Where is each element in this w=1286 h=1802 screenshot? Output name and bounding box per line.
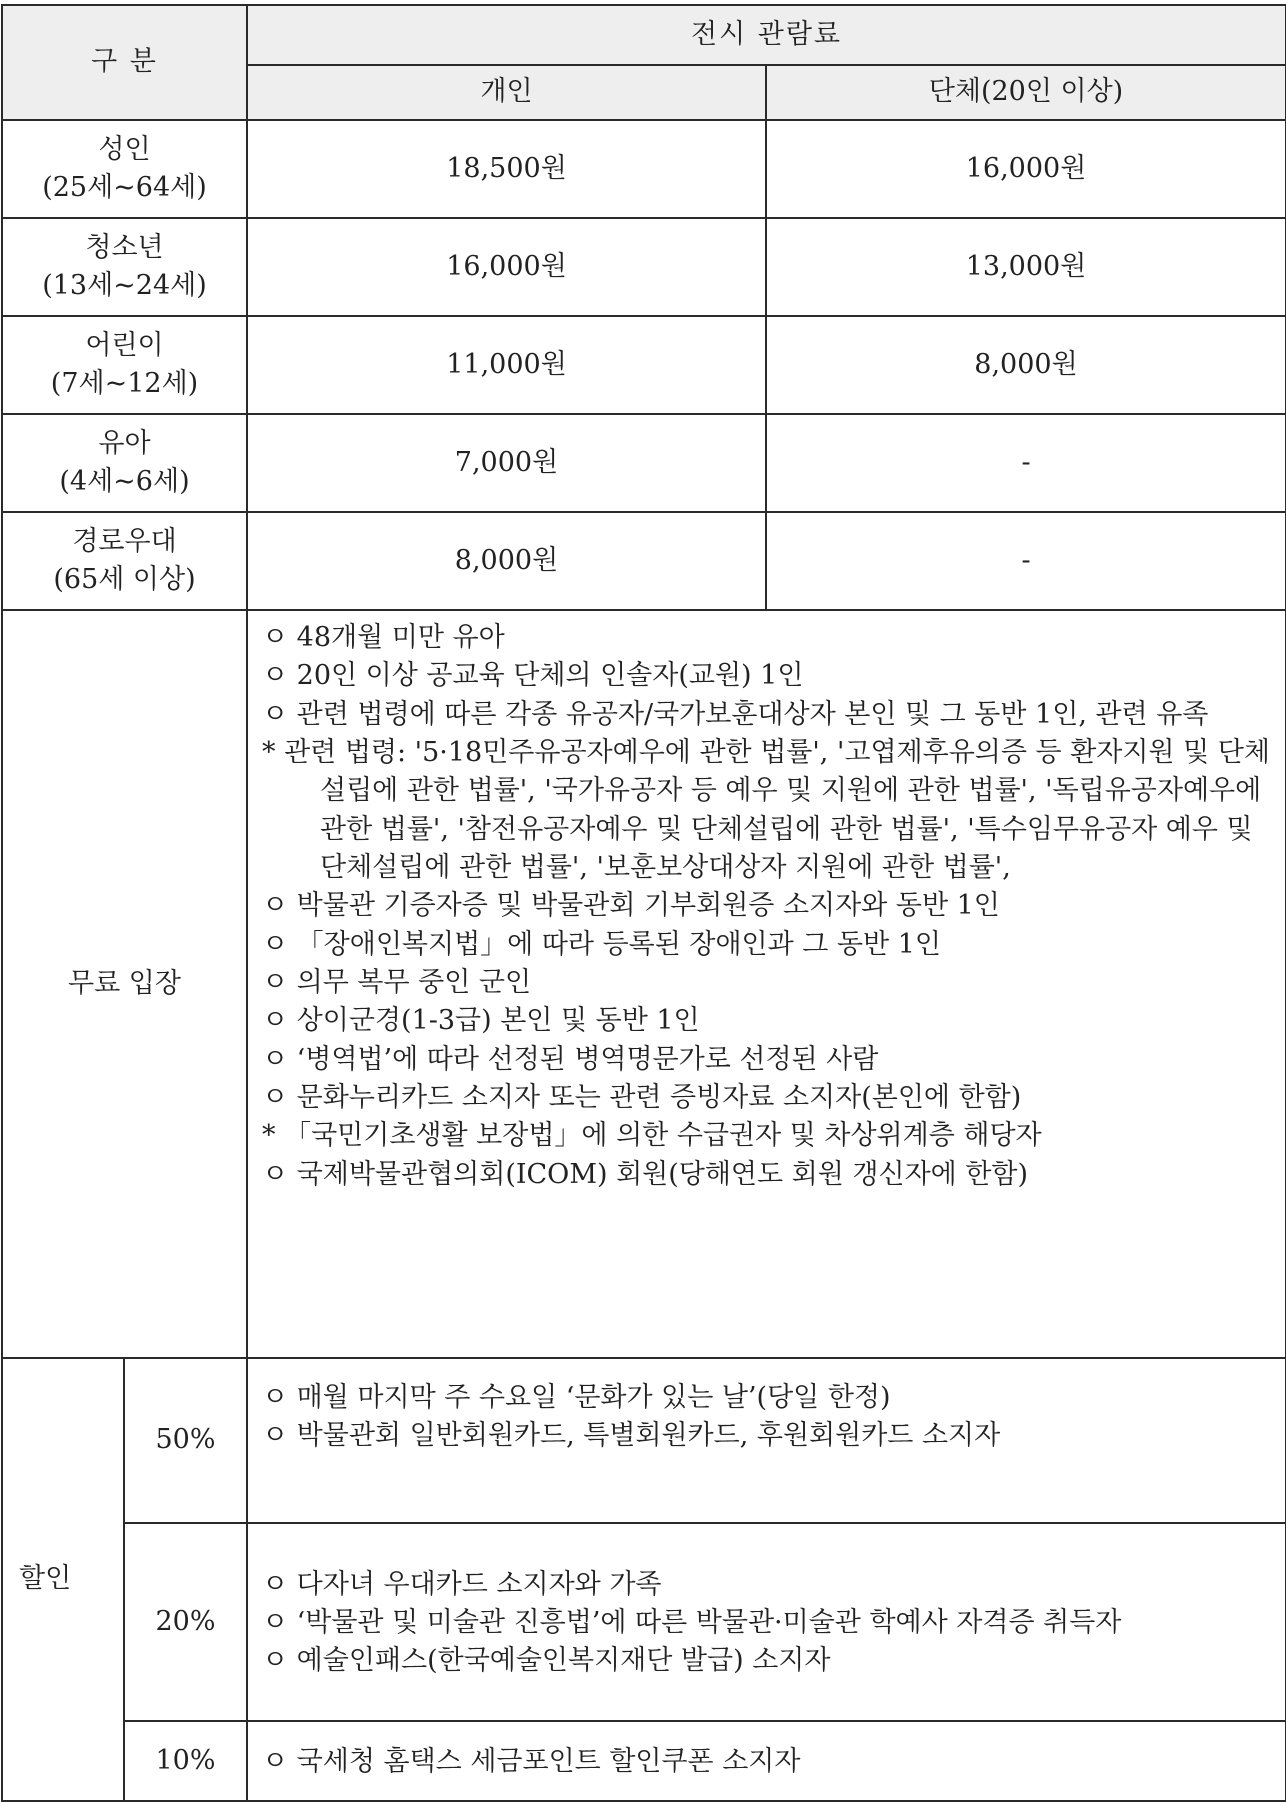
discount-row-50 [2, 1358, 1286, 1523]
list-item: ㅇ 예술인패스(한국예술인복지재단 발급) 소지자 [262, 1645, 831, 1677]
fee-row [2, 218, 1286, 316]
fee-category [2, 316, 247, 414]
fee-category-name: 청소년 [85, 231, 164, 263]
header-row-1 [2, 5, 1286, 65]
discount-row-20 [2, 1523, 1286, 1721]
individual-header: 개인 [247, 65, 766, 120]
admission-fee-table [1, 4, 1286, 1802]
list-item: ㅇ 상이군경(1-3급) 본인 및 동반 1인 [262, 1005, 700, 1037]
list-item: ㅇ 20인 이상 공교육 단체의 인솔자(교원) 1인 [262, 660, 804, 692]
discount-rate: 50% [124, 1358, 247, 1523]
list-item: ㅇ 48개월 미만 유아 [262, 622, 505, 653]
list-item: ㅇ 「장애인복지법」에 따라 등록된 장애인과 그 동반 1인 [262, 928, 941, 960]
fee-category-name: 성인 [98, 133, 151, 165]
discount-rate: 20% [124, 1523, 247, 1721]
list-item: ㅇ ‘박물관 및 미술관 진흥법’에 따른 박물관·미술관 학예사 자격증 취득자 [262, 1606, 1122, 1638]
fee-category [2, 218, 247, 316]
fee-category-age: (65세 이상) [53, 564, 196, 595]
fee-category-age: (13세~24세) [42, 270, 207, 301]
group-header: 단체(20인 이상) [766, 65, 1286, 120]
discount-row-10 [2, 1721, 1286, 1801]
list-item: ㅇ 박물관 기증자증 및 박물관회 기부회원증 소지자와 동반 1인 [262, 890, 1000, 922]
discount-list [247, 1721, 1286, 1801]
list-item: ㅇ 박물관회 일반회원카드, 특별회원카드, 후원회원카드 소지자 [262, 1420, 1001, 1452]
discount-label: 할인 [2, 1358, 124, 1801]
individual-fee: 11,000원 [247, 316, 766, 414]
list-item: ㅇ 다자녀 우대카드 소지자와 가족 [262, 1568, 662, 1600]
fee-category-age: (4세~6세) [59, 466, 190, 497]
individual-fee: 16,000원 [247, 218, 766, 316]
group-fee: 16,000원 [766, 120, 1286, 218]
category-header: 구 분 [2, 5, 247, 120]
fee-category-name: 경로우대 [72, 525, 177, 557]
fee-row [2, 120, 1286, 218]
fee-category-name: 어린이 [85, 329, 164, 361]
fee-category [2, 512, 247, 610]
list-item: ㅇ 국세청 홈택스 세금포인트 할인쿠폰 소지자 [262, 1745, 801, 1777]
fee-category [2, 120, 247, 218]
free-admission-row [2, 610, 1286, 1358]
discount-list [247, 1523, 1286, 1721]
fee-category [2, 414, 247, 512]
individual-fee: 18,500원 [247, 120, 766, 218]
free-admission-label: 무료 입장 [2, 610, 247, 1358]
group-fee: - [766, 512, 1286, 610]
fee-row [2, 414, 1286, 512]
group-fee: - [766, 414, 1286, 512]
list-item: ㅇ 문화누리카드 소지자 또는 관련 증빙자료 소지자(본인에 한함) [262, 1081, 1022, 1113]
list-item: ㅇ 관련 법령에 따른 각종 유공자/국가보훈대상자 본인 및 그 동반 1인, 관련 유족 [262, 698, 1209, 730]
group-fee: 13,000원 [766, 218, 1286, 316]
fee-row [2, 316, 1286, 414]
list-item: ㅇ 국제박물관협의회(ICOM) 회원(당해연도 회원 갱신자에 한함) [262, 1158, 1029, 1190]
fee-row [2, 512, 1286, 610]
fee-title-header: 전시 관람료 [247, 5, 1286, 65]
fee-category-age: (25세~64세) [42, 172, 207, 203]
list-note: * 관련 법령: '5·18민주유공자예우에 관한 법률', '고엽제후유의증 등 환자지원 및 단체설립에 관한 법률', '국가유공자 등 예우 및 지원에 관한 법률', '독립유공자예우에 관한 법률', '참전유공자예우 및 단체설립에 관한 법률', '특수임무유공자 예우 및 단체설립에 관한 법률', '보훈보상대상자 지원에 관한 법률', [262, 736, 1270, 883]
discount-list [247, 1358, 1286, 1523]
discount-rate: 10% [124, 1721, 247, 1801]
fee-category-name: 유아 [98, 427, 151, 459]
fee-category-age: (7세~12세) [50, 368, 199, 399]
group-fee: 8,000원 [766, 316, 1286, 414]
list-item: ㅇ 매월 마지막 주 수요일 ‘문화가 있는 날’(당일 한정) [262, 1382, 891, 1413]
individual-fee: 8,000원 [247, 512, 766, 610]
list-item: ㅇ ‘병역법’에 따라 선정된 병역명문가로 선정된 사람 [262, 1043, 879, 1075]
free-admission-list [247, 610, 1286, 1358]
list-item: * 「국민기초생활 보장법」에 의한 수급권자 및 차상위계층 해당자 [262, 1120, 1042, 1152]
list-item: ㅇ 의무 복무 중인 군인 [262, 966, 532, 998]
individual-fee: 7,000원 [247, 414, 766, 512]
